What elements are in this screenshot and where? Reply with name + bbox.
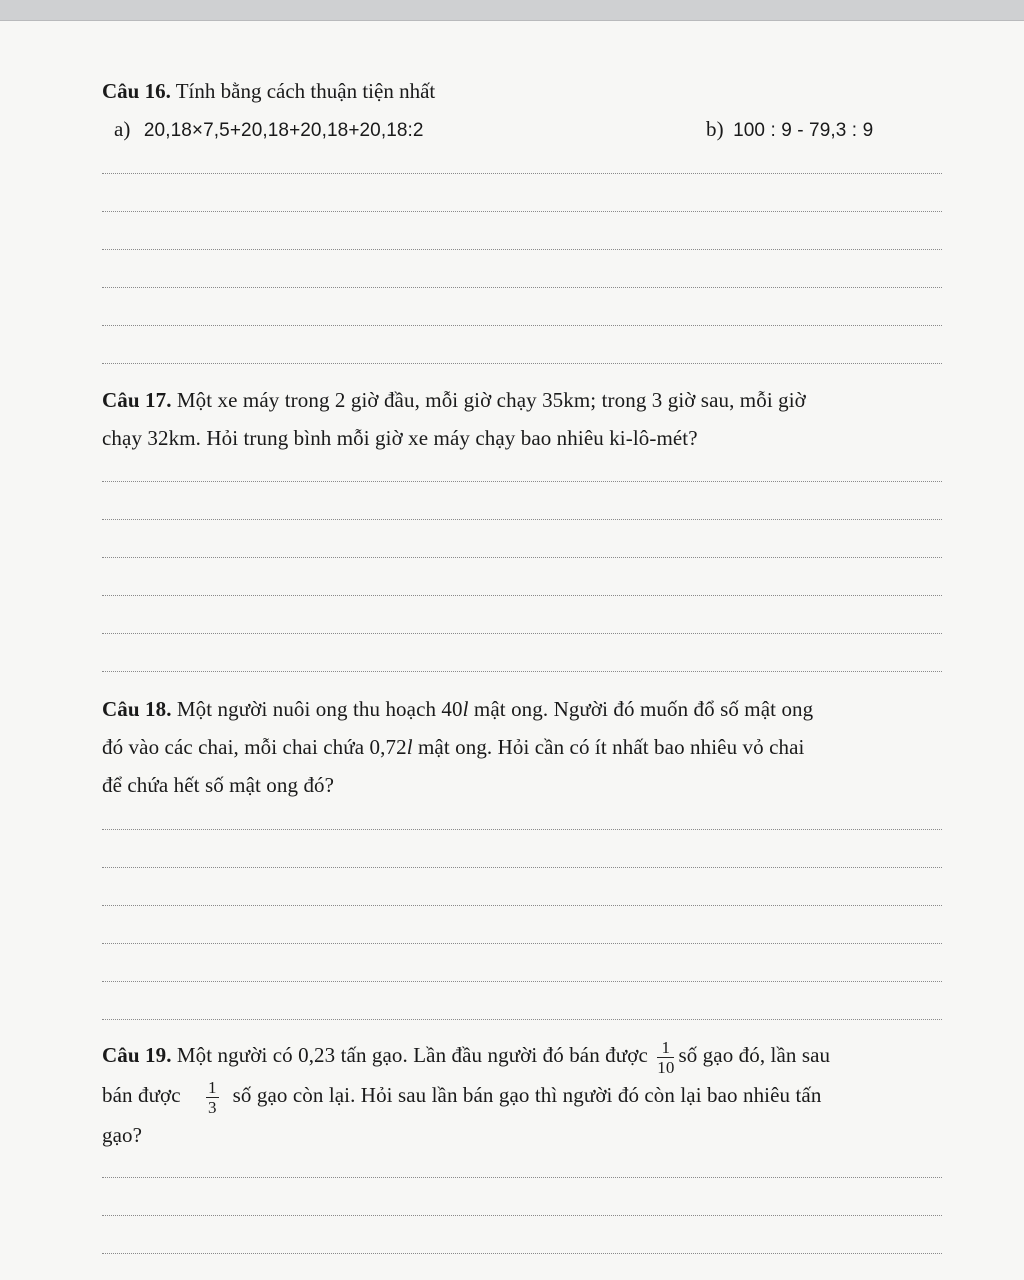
answer-line [102, 595, 942, 596]
question-19-line-3: gạo? [102, 1123, 143, 1147]
question-19-text-1b: số gạo đó, lần sau [678, 1043, 831, 1067]
fraction-denominator: 3 [208, 1097, 217, 1117]
answer-line [102, 287, 942, 288]
question-17-text-1: Một xe máy trong 2 giờ đầu, mỗi giờ chạy 35km; trong 3 giờ sau, mỗi giờ [171, 388, 806, 412]
answer-line [102, 829, 942, 830]
fraction-numerator: 1 [657, 1039, 674, 1058]
answer-line [102, 173, 942, 174]
part-a-label: a) [114, 117, 131, 141]
answer-line [102, 1019, 942, 1020]
answer-line [102, 1215, 942, 1216]
question-16-part-b [706, 117, 873, 142]
answer-line [102, 633, 942, 634]
question-16-title [102, 79, 435, 104]
question-19-text-2b: số gạo còn lại. Hỏi sau lần bán gạo thì người đó còn lại bao nhiêu tấn [232, 1083, 822, 1107]
answer-line [102, 363, 942, 364]
question-18-line-2 [102, 735, 804, 760]
answer-line [102, 671, 942, 672]
fraction-one-tenth [657, 1039, 674, 1076]
question-19-text-1a: Một người có 0,23 tấn gạo. Lần đầu người đó bán được [171, 1043, 648, 1067]
question-17-label: Câu 17. [102, 388, 172, 412]
question-19-label: Câu 19. [102, 1043, 172, 1067]
fraction-numerator: 1 [208, 1077, 217, 1097]
question-18-text-1b: mật ong. Người đó muốn đổ số mật ong [468, 697, 814, 721]
viewer-top-bar [0, 0, 1024, 21]
question-16-part-a [114, 117, 424, 142]
answer-line [102, 1177, 942, 1178]
part-a-expression: 20,18×7,5+20,18+20,18+20,18:2 [143, 120, 424, 141]
question-19-line-2 [102, 1073, 821, 1117]
part-b-expression: 100 : 9 - 79,3 : 9 [733, 120, 874, 141]
worksheet-page [0, 21, 1024, 1280]
question-19-line-1 [102, 1033, 830, 1077]
answer-line [102, 519, 942, 520]
answer-line [102, 1253, 942, 1254]
liter-unit: l [406, 735, 413, 759]
fraction-one-third [206, 1079, 219, 1116]
answer-line [102, 943, 942, 944]
answer-line [102, 867, 942, 868]
question-19-text-2a: bán được [102, 1083, 181, 1107]
part-b-label: b) [706, 117, 724, 141]
answer-line [102, 325, 942, 326]
answer-line [102, 557, 942, 558]
question-18-text-2a: đó vào các chai, mỗi chai chứa 0,72 [102, 735, 407, 759]
fraction-denominator: 10 [657, 1057, 675, 1077]
question-18-text-1a: Một người nuôi ong thu hoạch 40 [171, 697, 463, 721]
liter-unit: l [462, 697, 469, 721]
question-18-line-3: để chứa hết số mật ong đó? [102, 773, 335, 797]
question-18-text-2b: mật ong. Hỏi cần có ít nhất bao nhiêu vỏ chai [412, 735, 805, 759]
answer-line [102, 905, 942, 906]
question-18-label: Câu 18. [102, 697, 172, 721]
question-16-label: Câu 16. [102, 79, 171, 103]
answer-line [102, 981, 942, 982]
answer-line [102, 481, 942, 482]
question-16-text: Tính bằng cách thuận tiện nhất [170, 79, 436, 103]
question-17-line-2: chạy 32km. Hỏi trung bình mỗi giờ xe máy chạy bao nhiêu ki-lô-mét? [102, 426, 698, 450]
answer-line [102, 211, 942, 212]
question-17-line-1 [102, 388, 806, 413]
answer-line [102, 249, 942, 250]
question-18-line-1 [102, 697, 813, 722]
